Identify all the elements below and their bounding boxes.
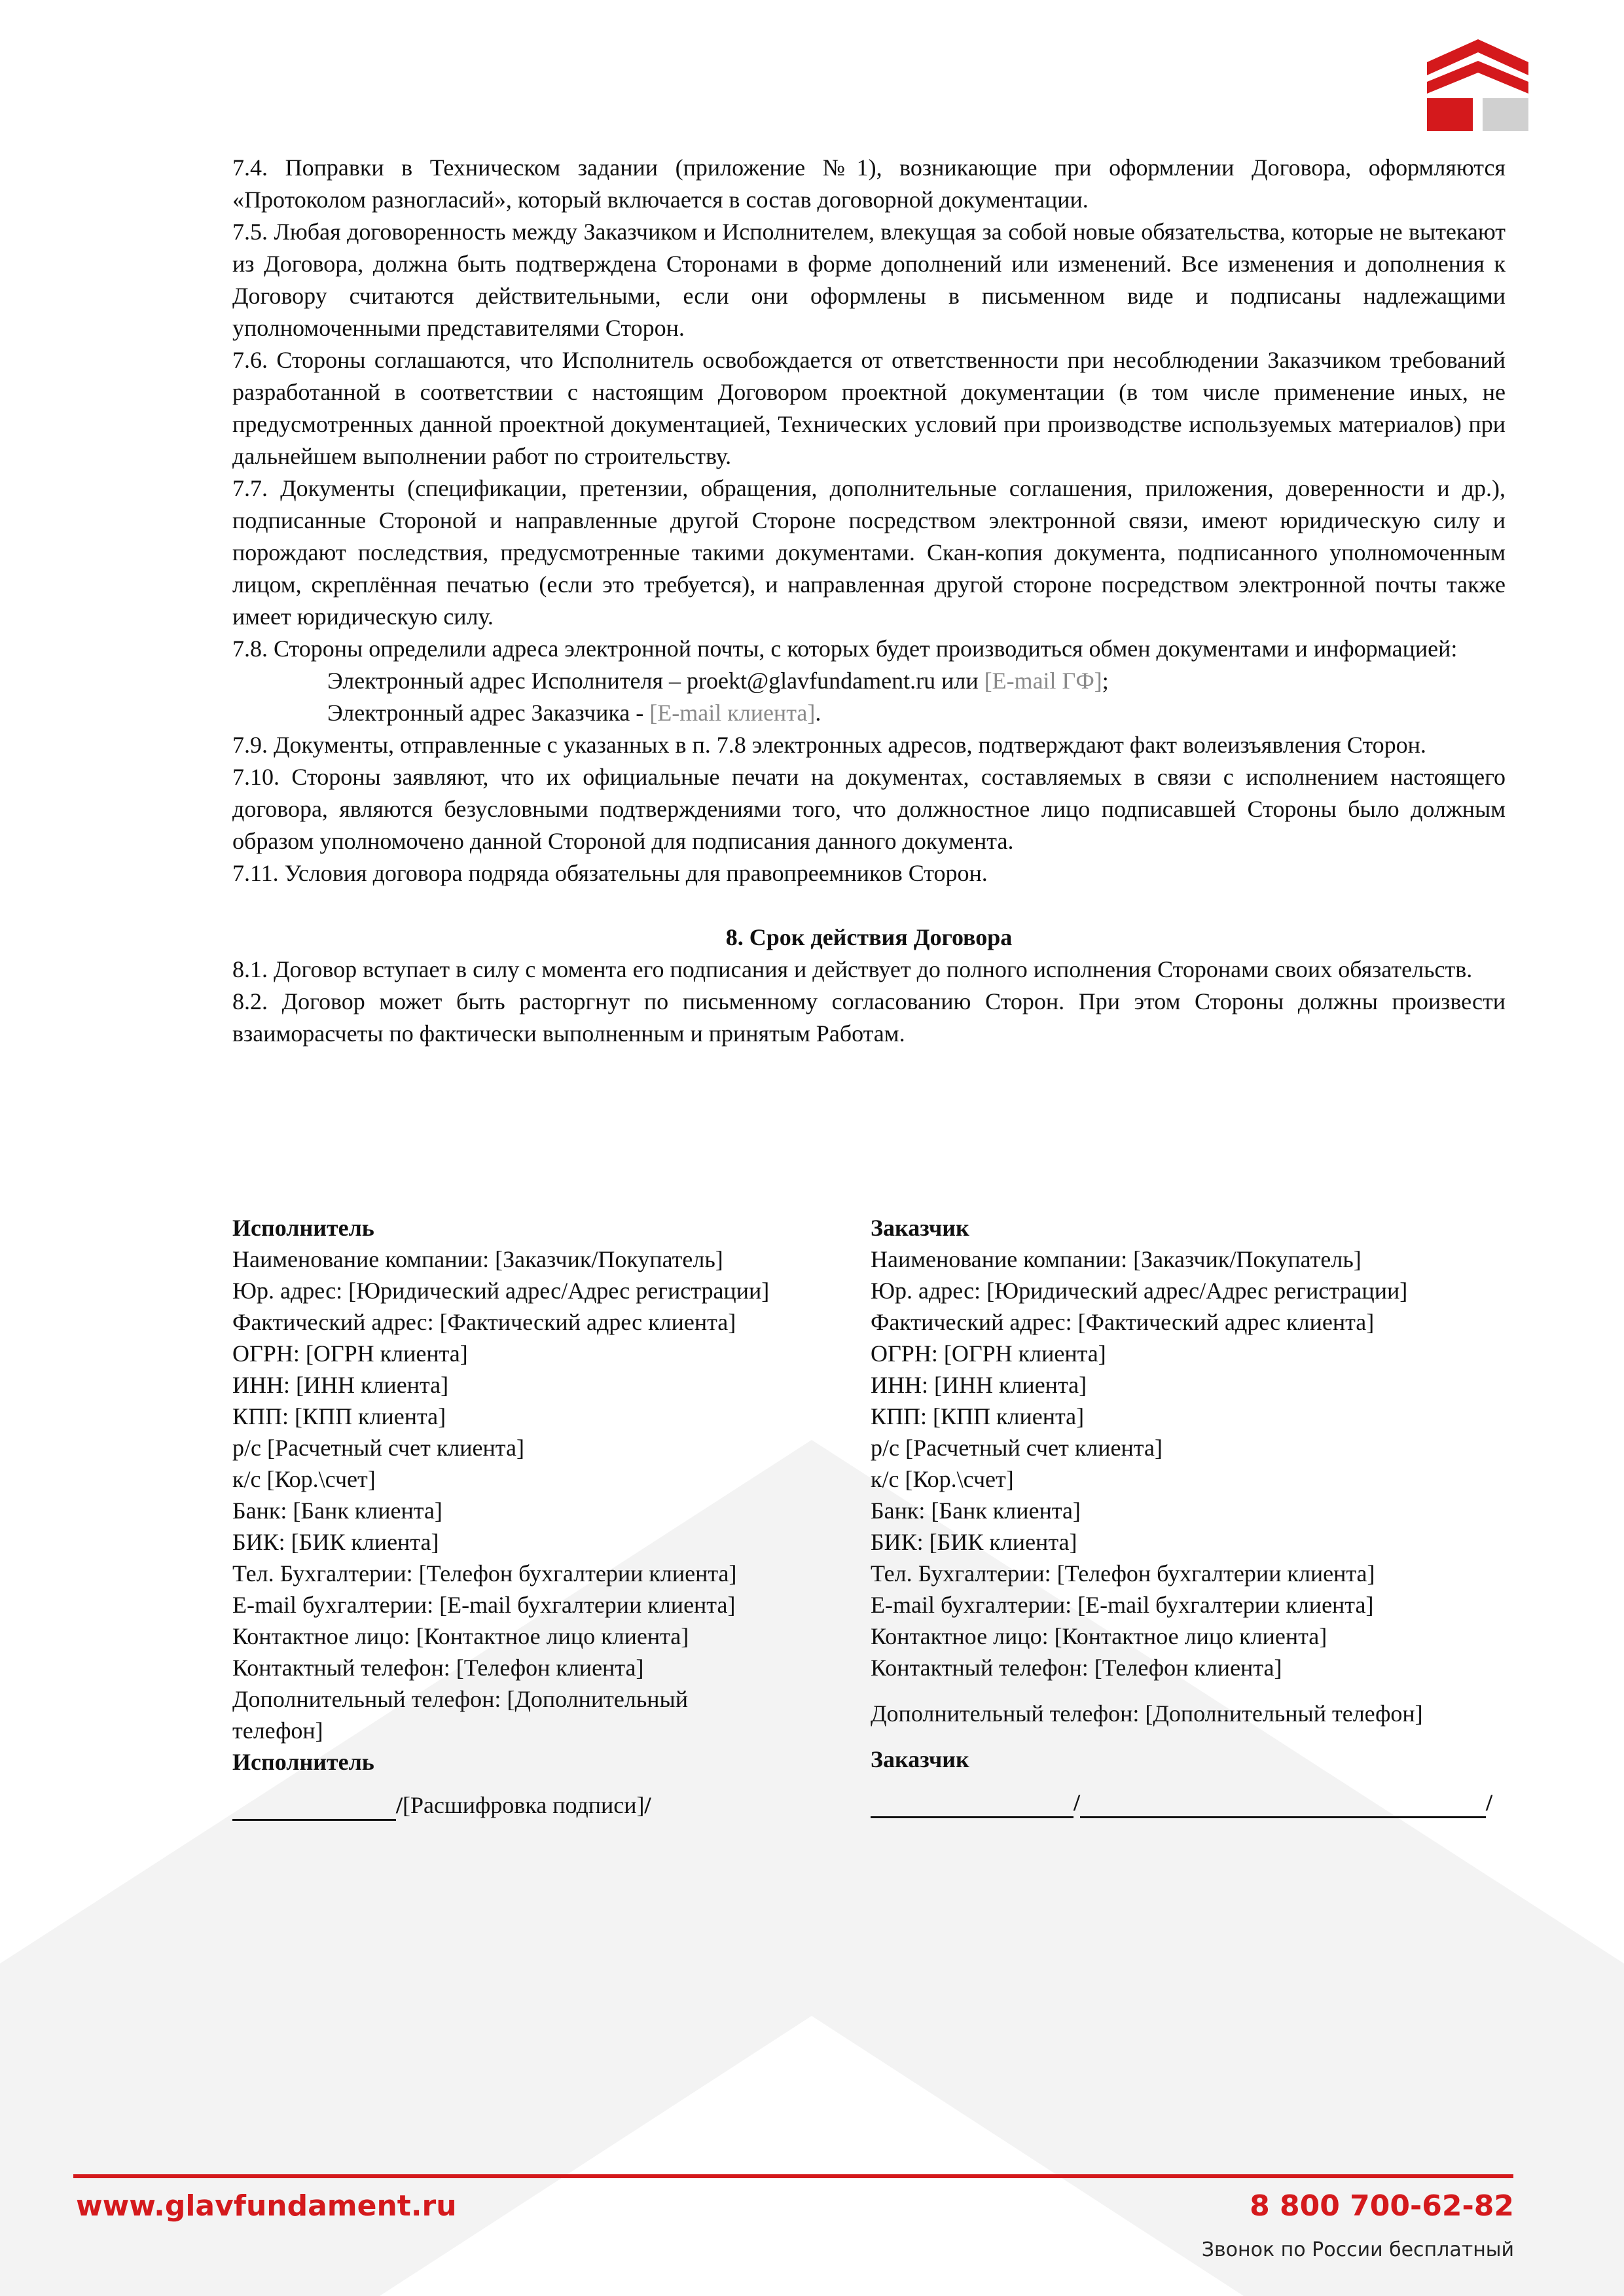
customer-row: Банк: [Банк клиента] <box>871 1498 1081 1524</box>
customer-row: E-mail бухгалтерии: [E-mail бухгалтерии клиента] <box>871 1592 1374 1618</box>
clause-8-1: 8.1. Договор вступает в силу с момента его подписания и действует до полного исполнения Сторонами своих обязательств. <box>232 956 1473 982</box>
customer-row: Контактное лицо: [Контактное лицо клиента] <box>871 1623 1327 1649</box>
customer-sign-heading: Заказчик <box>871 1746 969 1772</box>
executor-signature-line <box>232 1789 861 1821</box>
executor-row: Юр. адрес: [Юридический адрес/Адрес регистрации] <box>232 1278 770 1304</box>
executor-row: Контактный телефон: [Телефон клиента] <box>232 1655 644 1681</box>
footer-website-link[interactable]: www.glavfundament.ru <box>76 2189 457 2223</box>
company-logo-icon <box>1420 36 1535 131</box>
clause-7-8: 7.8. Стороны определили адреса электронной почты, с которых будет производиться обмен документами и информацией: <box>232 636 1458 662</box>
footer-phone[interactable]: 8 800 700-62-82 <box>1250 2189 1514 2223</box>
customer-row: Наименование компании: [Заказчик/Покупатель] <box>871 1246 1362 1272</box>
customer-heading: Заказчик <box>871 1215 969 1241</box>
customer-signature-blank <box>871 1791 1074 1818</box>
customer-signature-line <box>871 1787 1525 1818</box>
customer-email-placeholder: [E-mail клиента] <box>649 700 816 726</box>
executor-row: ОГРН: [ОГРН клиента] <box>232 1340 468 1367</box>
customer-row: к/с [Кор.\счет] <box>871 1466 1014 1492</box>
executor-heading: Исполнитель <box>232 1215 374 1241</box>
executor-row: Банк: [Банк клиента] <box>232 1498 442 1524</box>
executor-sign-slash: / <box>396 1792 403 1818</box>
customer-row: р/с [Расчетный счет клиента] <box>871 1435 1163 1461</box>
clause-7-7: 7.7. Документы (спецификации, претензии, обращения, дополнительные соглашения, приложения, доверенности и др.), подписанные Стороной и направленные другой Стороне посредством электронной связи, имеют юридическую силу и порождают последствия, предусмотренные такими документами. Скан-копия документа, подписанного уполномоченным лицом, скреплённая печатью (если это требуется), и направленная другой стороне посредством электронной почты также имеет юридическую силу. <box>232 475 1506 630</box>
customer-sign-slash: / <box>1486 1789 1493 1816</box>
clause-7-9: 7.9. Документы, отправленные с указанных в п. 7.8 электронных адресов, подтверждают факт волеизъявления Сторон. <box>232 732 1426 758</box>
executor-row: Тел. Бухгалтерии: [Телефон бухгалтерии клиента] <box>232 1560 737 1587</box>
executor-extra-phone: Дополнительный телефон: [Дополнительный телефон] <box>232 1686 688 1744</box>
customer-row: БИК: [БИК клиента] <box>871 1529 1077 1555</box>
customer-email-suffix: . <box>815 700 821 726</box>
executor-row: БИК: [БИК клиента] <box>232 1529 439 1555</box>
customer-email-text: Электронный адрес Заказчика - <box>327 700 650 726</box>
section-8-title: 8. Срок действия Договора <box>725 924 1013 950</box>
customer-row: Тел. Бухгалтерии: [Телефон бухгалтерии клиента] <box>871 1560 1375 1587</box>
executor-row: Фактический адрес: [Фактический адрес клиента] <box>232 1309 736 1335</box>
executor-email-text: Электронный адрес Исполнителя – proekt@glavfundament.ru или <box>327 668 984 694</box>
clause-8-2: 8.2. Договор может быть расторгнут по письменному согласованию Сторон. При этом Стороны должны произвести взаиморасчеты по фактически выполненным и принятым Работам. <box>232 988 1506 1047</box>
executor-signature-blank <box>232 1794 396 1821</box>
footer-phone-note: Звонок по России бесплатный <box>1201 2238 1514 2261</box>
clause-7-4: 7.4. Поправки в Техническом задании (приложение №1), возникающие при оформлении Договора, оформляются «Протоколом разногласий», который включается в состав договорной документации. <box>232 154 1506 213</box>
clause-7-6: 7.6. Стороны соглашаются, что Исполнитель освобождается от ответственности при несоблюдении Заказчиком требований разработанной в соответствии с настоящим Договором проектной документации (в том числе применение иных, не предусмотренных данной проектной документацией, Технических условий при производстве используемых материалов) при дальнейшем выполнении работ по строительству. <box>232 347 1506 469</box>
executor-email-line <box>232 665 1506 697</box>
executor-email-suffix: ; <box>1102 668 1109 694</box>
customer-row: Контактный телефон: [Телефон клиента] <box>871 1655 1282 1681</box>
customer-row: Фактический адрес: [Фактический адрес клиента] <box>871 1309 1375 1335</box>
executor-sign-slash: / <box>644 1792 651 1818</box>
contract-body <box>232 152 1506 1050</box>
executor-row: р/с [Расчетный счет клиента] <box>232 1435 524 1461</box>
executor-row: E-mail бухгалтерии: [E-mail бухгалтерии клиента] <box>232 1592 736 1618</box>
executor-row: ИНН: [ИНН клиента] <box>232 1372 449 1398</box>
clause-7-11: 7.11. Условия договора подряда обязательны для правопреемников Сторон. <box>232 860 988 886</box>
customer-row: Юр. адрес: [Юридический адрес/Адрес регистрации] <box>871 1278 1408 1304</box>
customer-row: ОГРН: [ОГРН клиента] <box>871 1340 1106 1367</box>
clause-7-5: 7.5. Любая договоренность между Заказчиком и Исполнителем, влекущая за собой новые обязательства, которые не вытекают из Договора, должна быть подтверждена Сторонами в форме дополнений или изменений. Все изменения и дополнения к Договору считаются действительными, если они оформлены в письменном виде и подписаны надлежащими уполномоченными представителями Сторон. <box>232 219 1506 341</box>
executor-row: к/с [Кор.\счет] <box>232 1466 376 1492</box>
executor-sign-heading: Исполнитель <box>232 1749 374 1775</box>
customer-row: КПП: [КПП клиента] <box>871 1403 1085 1429</box>
customer-extra-phone: Дополнительный телефон: [Дополнительный телефон] <box>871 1700 1423 1727</box>
customer-row: ИНН: [ИНН клиента] <box>871 1372 1087 1398</box>
customer-sign-slash: / <box>1074 1789 1081 1816</box>
customer-requisites <box>871 1212 1525 1842</box>
executor-row: Контактное лицо: [Контактное лицо клиента] <box>232 1623 689 1649</box>
executor-row: КПП: [КПП клиента] <box>232 1403 446 1429</box>
executor-row: Наименование компании: [Заказчик/Покупатель] <box>232 1246 723 1272</box>
footer-divider <box>73 2174 1513 2178</box>
customer-decoding-blank <box>1080 1791 1486 1818</box>
customer-email-line <box>232 697 1506 729</box>
executor-signature-decoding: [Расшифровка подписи] <box>403 1792 645 1818</box>
clause-7-10: 7.10. Стороны заявляют, что их официальные печати на документах, составляемых в связи с исполнением настоящего договора, являются безусловными подтверждениями того, что должностное лицо подписавшей Стороны было должным образом уполномочено данной Стороной для подписания данного документа. <box>232 764 1506 854</box>
executor-email-placeholder: [E-mail ГФ] <box>984 668 1102 694</box>
executor-requisites <box>232 1212 861 1844</box>
